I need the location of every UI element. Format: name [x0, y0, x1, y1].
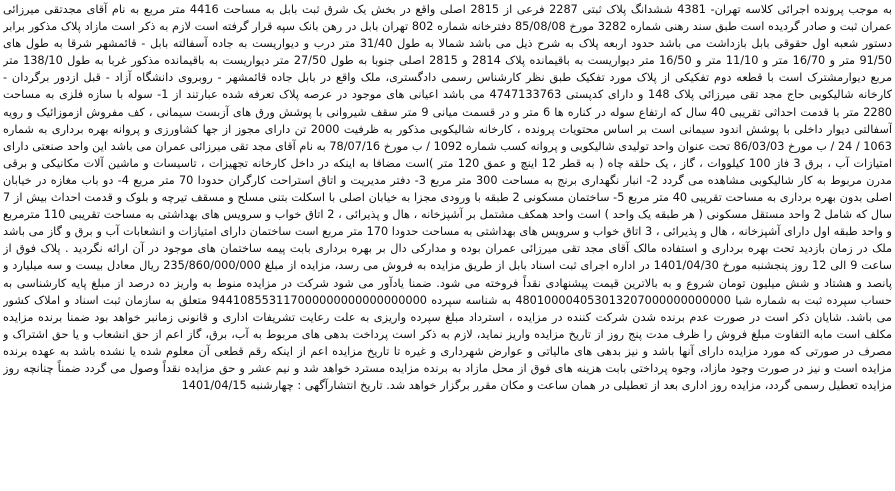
auction-notice: [3, 1, 892, 489]
notice-body-text: به موجب پرونده اجرائی کلاسه تهران- 4381 ششدانگ پلاک ثبتی 2287 فرعی از 2815 اصلی واقع در بخش یک شرق ثبت بابل به مساحت 4416 متر مربع به نام آقای مجدتقی میرزائی عمران ثبت و صادر گردیده است طبق سند رهنی شماره 3282 مورخ 85/08/08 دفترخانه شماره 802 تهران بابل در رهن بانک سپه قرار گرفته است لازم به ذکر است مازاد پلاک مذکور برابر دستور شعبه اول حقوقی بابل بازداشت می باشد حدود اربعه پلاک به شرح ذیل می باشد شمالا به طول 31/40 متر درب و دیواریست به جاده آسفالته بابل - قائمشهر شرقا به طول های 91/50 متر و 16/70 متر و 11/10 متر و 16/50 متر دیواریست به باقیمانده پلاک 2814 و 2815 اصلی جنوبا به طول 27/50 متر دیواریست به باقیمانده مذکور غربا به طول 138/10 متر مربع دیوارمشترک است با قطعه دوم تفکیکی از پلاک مورد تفکیک طبق نظر کارشناس رسمی دادگستری، ملک واقع در بابل جاده قائمشهر - روبروی دانشگاه آزاد - قبل ازدور برگردان - کارخانه شالیکوبی حاج مجد تقی میرزائی پلاک 148 و دارای کدپستی 4747133763 می باشد اعیانی های موجود در عرصه پلاک تعرفه شده عبارتند از 1- سوله با سازه فلزی به مساحت 2280 متر با قدمت احداثی تقریبی 40 سال که ارتفاع سوله در کناره ها 6 متر و در قسمت میانی 9 متر سقف شیروانی با پوشش ورق های آزبست سیمانی ، کف مفروش ازموزائیک و رویه آسفالتی دیوار داخلی با پوشش اندود سیمانی است بر اساس محتویات پرونده ، کارخانه شالیکوبی مذکور به ظرفیت 2000 تن دارای مجوز از جها کشاورزی و پروانه بهره برداری به شماره 1063 / 24 / ب مورخ 86/03/03 تحت عنوان واحد تولیدی شالیکوبی و پروانه کسب شماره 1092 / ب مورخ 78/07/16 به نام آقای مجد تقی میرزائی عمران می باشد این واحد صنعتی دارای امتیازات آب ، برق 3 فاز 100 کیلووات ، گاز ، یک حلقه چاه ( به قطر 12 اینچ و عمق 120 متر )است مضافا به اینکه در داخل کارخانه تجهیزات ، تاسیسات و ماشین آلات مکانیکی و برقی مدرن مربوط به کار شالیکوبی مشاهده می گردد 2- انبار نگهداری برنج به مساحت 300 متر مربع 3- دفتر مدیریت و اتاق استراحت کارگران حدودا 70 متر مربع 4- دو باب مغازه در خیابان اصلی بدون بهره برداری به مساحت تقریبی 40 متر مربع 5- ساختمان مسکونی 2 طبقه با ورودی مجزا به خیابان اصلی با اسکلت بتنی مسلح و مسقف تیرچه و بلوک و قدمت احداث بیش از 7 سال که شامل 2 واحد مستقل مسکونی ( هر طبقه یک واحد ) است واحد همکف مشتمل بر آشپزخانه ، هال و پذیرائی ، 2 اتاق خواب و سرویس های بهداشتی به مساحت تقریبی 110 مترمربع و واحد طبقه اول دارای آشپزخانه ، هال و پذیرائی ، 3 اتاق خواب و سرویس های بهداشتی به مساحت حدودا 170 متر مربع است ساختمان دارای امتیازات و انشعابات آب و برق و گاز می باشد ملک در زمان بازدید تحت بهره برداری و استفاده مالک آقای مجد تقی میرزائی عمران بوده و مدارکی دال بر بهره برداری بابت پیمه ساختمان های موجود در آن ارائه نگردید . پلاک فوق از ساعت 9 الی 12 روز پنجشنبه مورخ 1401/04/30 در اداره اجرای ثبت اسناد بابل از طریق مزایده به فروش می رسد، مزایده از مبلغ 235/860/000/000 ریال معادل بیست و سه میلیارد و پانصد و هشتاد و شش میلیون تومان شروع و به بالاترین قیمت پیشنهادی نقداً فروخته می شود. ضمنا یادآور می شود شرکت در مزایده منوط به واریز ده درصد از مبلغ پایه کارشناسی به حساب سپرده ثبت به شماره شبا 480100004053013207000000000000 به شناسه سپرده 944108553117000000000000000000 متعلق به سازمان ثبت اسناد و املاک کشور می باشد. شایان ذکر است در صورت عدم برنده شدن شرکت کننده در مزایده ، استرداد مبلغ سپرده واریزی به علت رعایت تشریفات اداری و قانونی زمانبر خواهد بود ضمنا برنده مزایده مکلف است مابه التفاوت مبلغ فروش را ظرف مدت پنج روز از تاریخ مزایده واریز نماید، لازم به ذکر است پرداخت بدهی های مربوط به آب، برق، گاز اعم از حق انشعاب و یا حق اشتراک و مصرف در صورتی که مورد مزایده دارای آنها باشد و نیز بدهی های مالیاتی و عوارض شهرداری و غیره تا تاریخ مزایده اعم از اینکه رقم قطعی آن معلوم شده یا نشده باشد به عهده برنده مزایده است و نیز در صورت وجود مازاد، وجوه پرداختی بابت هزینه های فوق از محل مازاد به برنده مزایده مسترد خواهد شد و نیم عشر و حق مزایده نقداً وصول می گردد ضمناً چنانچه روز مزایده تعطیل رسمی گردد، مزایده روز اداری بعد از تعطیلی در همان ساعت و مکان مقرر برگزار خواهد شد. تاریخ انتشارآگهی : چهارشنبه 1401/04/15: [3, 3, 892, 393]
